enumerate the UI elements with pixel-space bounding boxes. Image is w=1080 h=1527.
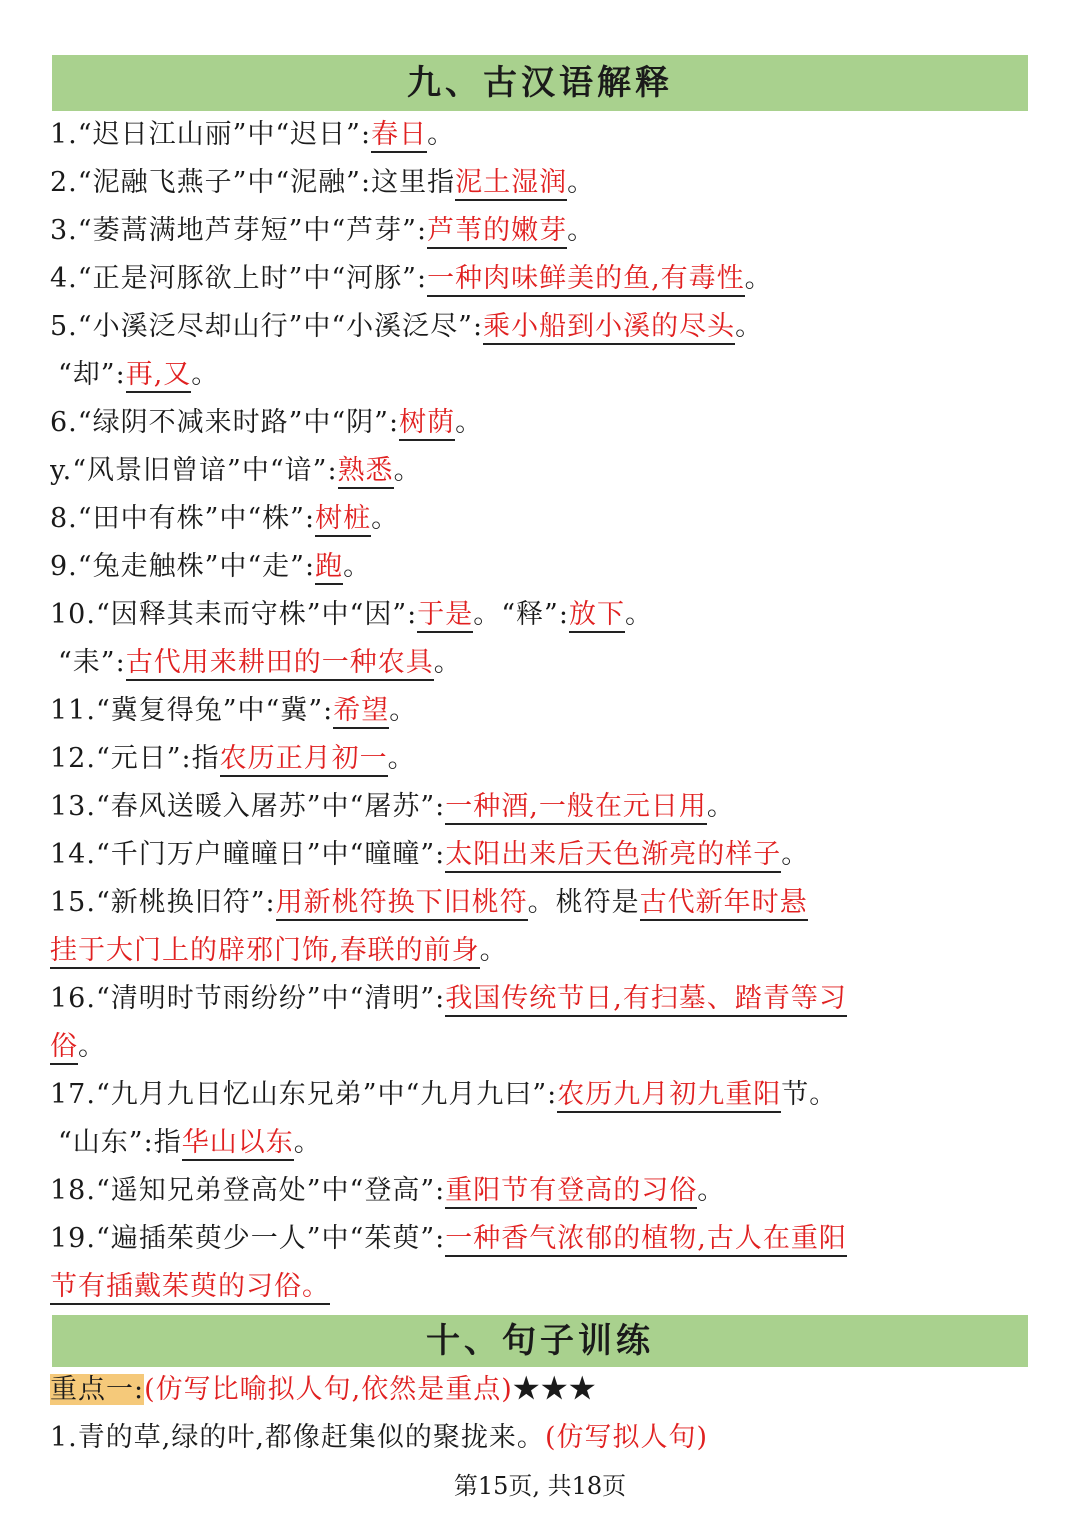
question-text: 11.“冀复得兔”中“冀”: — [50, 695, 334, 726]
question-text: 15.“新桃换旧符”: — [50, 887, 276, 918]
ending-text: 。 — [735, 311, 764, 342]
answer-text: 我国传统节日,有扫墓、踏青等习 — [445, 983, 847, 1017]
question-text: 8.“田中有株”中“株”: — [50, 503, 316, 534]
answer-text: 于是 — [417, 599, 473, 633]
ending-text: 。 — [697, 1175, 726, 1206]
question-text: “却”: — [58, 359, 126, 390]
ending-text: 。 — [479, 935, 508, 966]
ending-text: 。 — [78, 1031, 106, 1062]
definition-line — [50, 255, 1026, 303]
definition-line — [50, 399, 1026, 447]
answer-text: 树荫 — [399, 407, 455, 441]
definition-line — [50, 1215, 1026, 1263]
section-10-title: 十、句子训练 — [426, 1321, 654, 1361]
ending-text: 。 — [706, 791, 735, 822]
definition-line — [50, 687, 1026, 735]
question-text: 6.“绿阴不减来时路”中“阴”: — [50, 407, 400, 438]
answer-text: 树桩 — [315, 503, 371, 537]
focus-label: 重点一: — [50, 1374, 145, 1405]
definition-line — [50, 159, 1026, 207]
question-text: 16.“清明时节雨纷纷”中“清明”: — [50, 983, 446, 1014]
definition-line — [50, 591, 1026, 639]
definition-line — [50, 879, 1026, 927]
answer-text: 农历九月初九重阳 — [557, 1079, 781, 1113]
question-text: 13.“春风送暖入屠苏”中“屠苏”: — [50, 791, 446, 822]
answer-text: 熟悉 — [338, 455, 394, 489]
answer-text: 跑 — [315, 551, 343, 585]
definition-line — [50, 975, 1026, 1023]
answer-text: 俗 — [50, 1031, 78, 1065]
connector-text: 。桃符是 — [527, 887, 640, 918]
ending-text: 。 — [393, 455, 422, 486]
question-text: 12.“元日”:指 — [50, 743, 220, 774]
answer-text: 用新桃符换下旧桃符 — [276, 887, 528, 921]
question-text: 19.“遍插茱萸少一人”中“茱萸”: — [50, 1223, 446, 1254]
definition-line — [50, 495, 1026, 543]
focus-note: (仿写比喻拟人句,依然是重点) — [144, 1374, 513, 1405]
answer-text: 挂于大门上的辟邪门饰,春联的前身 — [50, 935, 480, 969]
answer-text: 古代用来耕田的一种农具 — [126, 647, 434, 681]
definition-line — [50, 639, 1026, 687]
question-text: 10.“因释其耒而守株”中“因”: — [50, 599, 418, 630]
answer-text: 农历正月初一 — [220, 743, 388, 777]
ending-text: 。 — [387, 743, 416, 774]
ending-text: 。 — [433, 647, 462, 678]
answer-text: 太阳出来后天色渐亮的样子 — [445, 839, 781, 873]
question-text: 3.“萎蒿满地芦芽短”中“芦芽”: — [50, 215, 428, 246]
ending-text: 节。 — [781, 1079, 838, 1110]
ending-text: 。 — [293, 1127, 322, 1158]
definition-line — [50, 735, 1026, 783]
question-text: 1.“迟日江山丽”中“迟日”: — [50, 119, 372, 150]
ending-text: 。 — [567, 215, 596, 246]
answer-text: 一种肉味鲜美的鱼,有毒性 — [427, 263, 745, 297]
definition-line — [50, 543, 1026, 591]
answer-text: 华山以东 — [182, 1127, 294, 1161]
answer-text: 乘小船到小溪的尽头 — [483, 311, 735, 345]
definition-line — [50, 351, 1026, 399]
exercise-instruction: (仿写拟人句) — [544, 1422, 709, 1453]
answer-text: 芦苇的嫩芽 — [427, 215, 567, 249]
definition-line — [50, 1167, 1026, 1215]
section-10-banner — [52, 1315, 1028, 1367]
answer-text: 放下 — [569, 599, 625, 633]
definition-line — [50, 207, 1026, 255]
question-text: 14.“千门万户曈曈日”中“曈曈”: — [50, 839, 446, 870]
ending-text: 。 — [744, 263, 773, 294]
focus-line — [50, 1366, 1026, 1414]
definition-line — [50, 303, 1026, 351]
definition-line — [50, 1119, 1026, 1167]
answer-text: 希望 — [333, 695, 389, 729]
answer-text: 再,又 — [126, 359, 192, 393]
exercise-question: 1.青的草,绿的叶,都像赶集似的聚拢来。 — [50, 1422, 545, 1453]
question-text: 2.“泥融飞燕子”中“泥融”:这里指 — [50, 167, 456, 198]
definition-line — [50, 927, 1026, 975]
definition-line — [50, 111, 1026, 159]
question-text: “山东”:指 — [58, 1127, 182, 1158]
connector-text: 。“释”: — [473, 599, 569, 630]
answer-text: 一种酒,一般在元日用 — [445, 791, 707, 825]
answer-text: 古代新年时悬 — [640, 887, 808, 921]
question-text: 17.“九月九日忆山东兄弟”中“九月九曰”: — [50, 1079, 558, 1110]
ending-text: 。 — [624, 599, 653, 630]
question-text: 5.“小溪泛尽却山行”中“小溪泛尽”: — [50, 311, 484, 342]
ending-text: 。 — [781, 839, 810, 870]
answer-text: 泥土湿润 — [455, 167, 567, 201]
definition-line — [50, 783, 1026, 831]
ending-text: 。 — [427, 119, 456, 150]
definition-line — [50, 1071, 1026, 1119]
question-text: 4.“正是河豚欲上时”中“河豚”: — [50, 263, 428, 294]
ending-text: 。 — [455, 407, 484, 438]
question-text: 9.“兔走触株”中“走”: — [50, 551, 316, 582]
ending-text: 。 — [191, 359, 220, 390]
ending-text: 。 — [567, 167, 596, 198]
section-9-banner — [52, 55, 1028, 111]
question-text: 18.“遥知兄弟登高处”中“登高”: — [50, 1175, 446, 1206]
section-9-title: 九、古汉语解释 — [407, 63, 673, 103]
definition-line — [50, 1263, 1026, 1311]
answer-text: 节有插戴茱萸的习俗。 — [50, 1271, 330, 1305]
answer-text: 重阳节有登高的习俗 — [445, 1175, 697, 1209]
question-text: y.“风景旧曾谙”中“谙”: — [50, 455, 338, 486]
ending-text: 。 — [389, 695, 418, 726]
page-footer: 第15页, 共18页 — [453, 1472, 627, 1500]
definition-line — [50, 1023, 1026, 1071]
exercise-line — [50, 1414, 1026, 1462]
focus-stars: ★★★ — [512, 1374, 597, 1405]
question-text: “耒”: — [58, 647, 126, 678]
ending-text: 。 — [371, 503, 400, 534]
ending-text: 。 — [343, 551, 372, 582]
definition-line — [50, 831, 1026, 879]
definition-line — [50, 447, 1026, 495]
answer-text: 一种香气浓郁的植物,古人在重阳 — [445, 1223, 847, 1257]
answer-text: 春日 — [371, 119, 427, 153]
